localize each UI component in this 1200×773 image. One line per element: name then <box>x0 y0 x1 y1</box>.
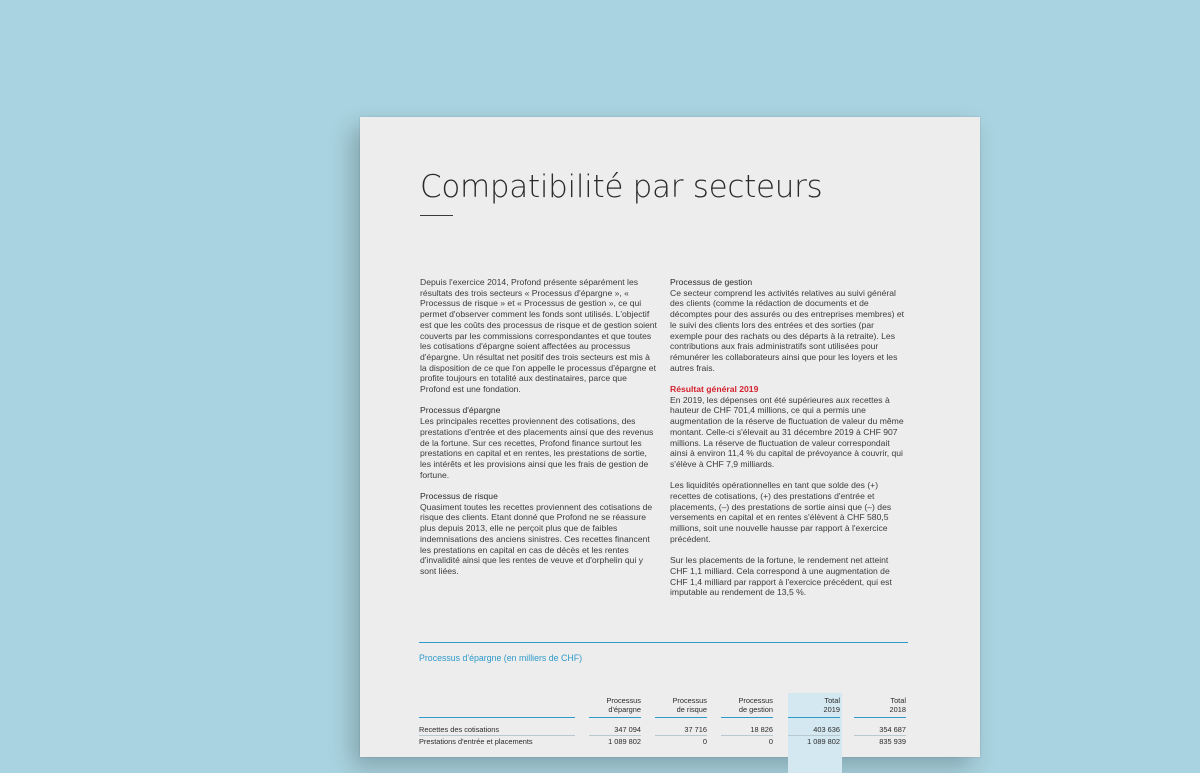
cell-risque: 37 716 <box>684 725 707 734</box>
header-epargne <box>589 696 641 714</box>
header-rule <box>788 717 840 718</box>
page-title: Compatibilité par secteurs <box>420 169 823 205</box>
cell-gestion: 18 826 <box>750 725 773 734</box>
left-column <box>420 277 658 587</box>
cell-epargne: 1 089 802 <box>608 737 641 746</box>
table-row <box>419 723 908 735</box>
risque-heading: Processus de risque <box>420 491 498 502</box>
gestion-paragraph: Ce secteur comprend les activités relatives au suivi général des clients (comme la rédaction de documents et de décomptes pour des assurés ou des entreprises membres) et le suivi des clients lors des entrées et des sorties (par exemple pour des rachats ou des départs à la retraite). Les contributions aux frais administratifs sont utilisées pour rémunérer les collaborateurs ainsi que pour les loyers et les autres frais. <box>670 287 905 373</box>
row-label: Prestations d'entrée et placements <box>419 737 533 746</box>
table-top-rule <box>419 642 908 643</box>
table-row <box>419 735 908 747</box>
resultat-heading: Résultat général 2019 <box>670 384 759 395</box>
cell-epargne: 347 094 <box>614 725 641 734</box>
epargne-table <box>419 642 908 747</box>
header-total-2019 <box>788 696 840 714</box>
cell-total-2019: 403 636 <box>813 725 840 734</box>
placements-paragraph: Sur les placements de la fortune, le rendement net atteint CHF 1,1 milliard. Cela correspond à une augmentation de CHF 1,4 milliard par rapport à l'exercice précédent, qui est imputable au rendement de 13,5 %. <box>670 555 892 598</box>
risque-paragraph: Quasiment toutes les recettes proviennent des cotisations de risque des clients. Etant donné que Profond ne se réassure plus depuis 2013, elle ne perçoit plus que de faibles indemnisations des anciens sinistres. Ces recettes financent les prestations en capital en cas de décès et les rentes d'invalidité ainsi que les rentes de veuve et d'orphelin qui y sont liées. <box>420 501 653 576</box>
header-total-2019-label: Total 2019 <box>823 696 840 714</box>
header-risque-label: Processus de risque <box>672 696 707 714</box>
header-gestion <box>721 696 773 714</box>
header-risque <box>655 696 707 714</box>
header-total-2018 <box>854 696 906 714</box>
resultat-paragraph: En 2019, les dépenses ont été supérieures aux recettes à hauteur de CHF 701,4 millions, ce qui a permis une augmentation de la réserve de fluctuation de valeur du même montant. Celle-ci s'élevait au 31 décembre 2019 à CHF 907 millions. La réserve de fluctuation de valeur correspondait ainsi à environ 11,4 % du capital de prévoyance à couvrir, qui s'élève à CHF 7,9 milliards. <box>670 394 904 469</box>
cell-gestion: 0 <box>768 737 773 746</box>
cell-total-2018: 354 687 <box>879 725 906 734</box>
intro-paragraph: Depuis l'exercice 2014, Profond présente séparément les résultats des trois secteurs « Processus d'épargne », « Processus de risque » et « Processus de gestion », ce qui permet d'observer comment les fonds sont utilisés. L'objectif est que les coûts des processus de risque et de gestion soient couverts par les commissions correspondantes et que toutes les cotisations d'épargne soient affectées au processus d'épargne. Un résultat net positif des trois secteurs est mis à la disposition de ce que l'on appelle le processus d'épargne et profite toujours en totalité aux destinataires, parce que Profond est une fondation. <box>420 277 657 395</box>
header-rule <box>419 717 575 718</box>
table-header <box>419 663 908 723</box>
header-epargne-label: Processus d'épargne <box>606 696 641 714</box>
liquidites-paragraph: Les liquidités opérationnelles en tant que solde des (+) recettes de cotisations, (+) des prestations d'entrée et placements, (–) des prestations de sortie ainsi que (–) des versements en capital et en rentes s'élèvent à CHF 580,5 millions, soit une nouvelle hausse par rapport à l'exercice précédent. <box>670 480 892 544</box>
header-gestion-label: Processus de gestion <box>738 696 773 714</box>
epargne-heading: Processus d'épargne <box>420 405 501 416</box>
row-label: Recettes des cotisations <box>419 725 500 734</box>
title-underline <box>420 215 453 216</box>
right-column <box>670 277 908 609</box>
header-rule <box>721 717 773 718</box>
header-rule <box>589 717 641 718</box>
cell-total-2019: 1 089 802 <box>807 737 840 746</box>
cell-total-2018: 835 939 <box>879 737 906 746</box>
gestion-heading: Processus de gestion <box>670 277 753 287</box>
header-rule <box>854 717 906 718</box>
table-caption: Processus d'épargne (en milliers de CHF) <box>419 653 583 663</box>
cell-risque: 0 <box>702 737 707 746</box>
document-page <box>360 117 980 757</box>
epargne-paragraph: Les principales recettes proviennent des cotisations, des prestations d'entrée et des placements ainsi que des revenus de la fortune. Sur ces recettes, Profond finance surtout les prestations en capital et en rentes, les prestations de sortie, les intérêts et les provisions ainsi que les frais de gestion de fortune. <box>420 416 654 480</box>
header-rule <box>655 717 707 718</box>
header-total-2018-label: Total 2018 <box>889 696 906 714</box>
